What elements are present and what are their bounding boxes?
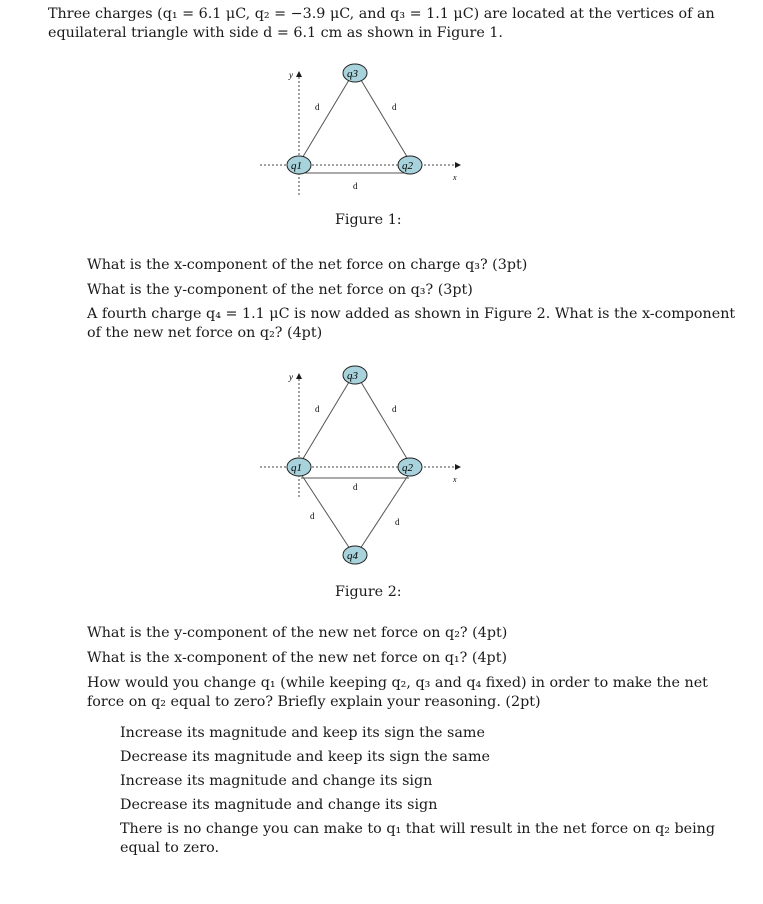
charge-q1-label: q1 — [291, 462, 302, 474]
charge-q2-label: q2 — [402, 160, 413, 172]
side-q2-q4 — [358, 474, 409, 552]
side-q1-q3 — [301, 75, 352, 160]
figure-2-caption: Figure 2: — [335, 584, 402, 600]
side-q3-q2 — [358, 75, 409, 160]
side-q1-q3 — [301, 377, 352, 462]
charge-q2-label: q2 — [402, 462, 413, 474]
y-axis-label: y — [289, 372, 293, 382]
figure-2 — [255, 362, 475, 572]
charge-q3 — [343, 366, 367, 384]
option-increase-change-sign: Increase its magnitude and change its sign — [120, 773, 433, 789]
option-decrease-change-sign: Decrease its magnitude and change its sign — [120, 797, 438, 813]
question-y-component-q2: What is the y-component of the new net force on q₂? (4pt) — [87, 625, 508, 641]
charge-q1 — [287, 156, 311, 174]
question-change-q1-line-1: How would you change q₁ (while keeping q₂, q₃ and q₄ fixed) in order to make the net — [87, 675, 708, 691]
y-axis-label: y — [289, 70, 293, 80]
intro-line-1: Three charges (q₁ = 6.1 μC, q₂ = −3.9 μC, and q₃ = 1.1 μC) are located at the vertices of an — [48, 6, 715, 22]
charge-q3-label: q3 — [347, 370, 358, 382]
figure-1-caption: Figure 1: — [335, 212, 402, 228]
charge-q2 — [398, 458, 422, 476]
question-fourth-charge-line-1: A fourth charge q₄ = 1.1 μC is now added as shown in Figure 2. What is the x-component — [87, 306, 736, 322]
question-x-component-q3: What is the x-component of the net force on charge q₃? (3pt) — [87, 257, 528, 273]
d-label-right: d — [392, 102, 397, 112]
intro-line-2: equilateral triangle with side d = 6.1 cm as shown in Figure 1. — [48, 25, 503, 41]
figure-1 — [255, 60, 475, 200]
charge-q3-label: q3 — [347, 68, 358, 80]
side-q1-q4 — [301, 474, 352, 552]
charge-q4 — [343, 546, 367, 564]
d-label-lower-right: d — [395, 517, 400, 527]
charge-q2 — [398, 156, 422, 174]
d-label-lower-left: d — [310, 511, 315, 521]
x-axis-label: x — [453, 173, 457, 182]
side-q3-q2 — [358, 377, 409, 462]
charge-q4-label: q4 — [347, 550, 358, 562]
option-increase-same-sign: Increase its magnitude and keep its sign the same — [120, 725, 485, 741]
charge-q3 — [343, 64, 367, 82]
d-label-bottom: d — [353, 181, 358, 191]
option-decrease-same-sign: Decrease its magnitude and keep its sign the same — [120, 749, 490, 765]
charge-q1-label: q1 — [291, 160, 302, 172]
d-label-left: d — [315, 102, 320, 112]
option-no-change-line-1: There is no change you can make to q₁ that will result in the net force on q₂ being — [120, 821, 716, 837]
option-no-change-line-2: equal to zero. — [120, 840, 220, 856]
question-x-component-q1: What is the x-component of the new net force on q₁? (4pt) — [87, 650, 508, 666]
d-label-right: d — [392, 404, 397, 414]
question-y-component-q3: What is the y-component of the net force on q₃? (3pt) — [87, 282, 473, 298]
d-label-middle: d — [353, 482, 358, 492]
x-axis-label: x — [453, 475, 457, 484]
charge-q1 — [287, 458, 311, 476]
question-change-q1-line-2: force on q₂ equal to zero? Briefly explain your reasoning. (2pt) — [87, 694, 541, 710]
question-fourth-charge-line-2: of the new net force on q₂? (4pt) — [87, 325, 323, 341]
d-label-left: d — [315, 404, 320, 414]
